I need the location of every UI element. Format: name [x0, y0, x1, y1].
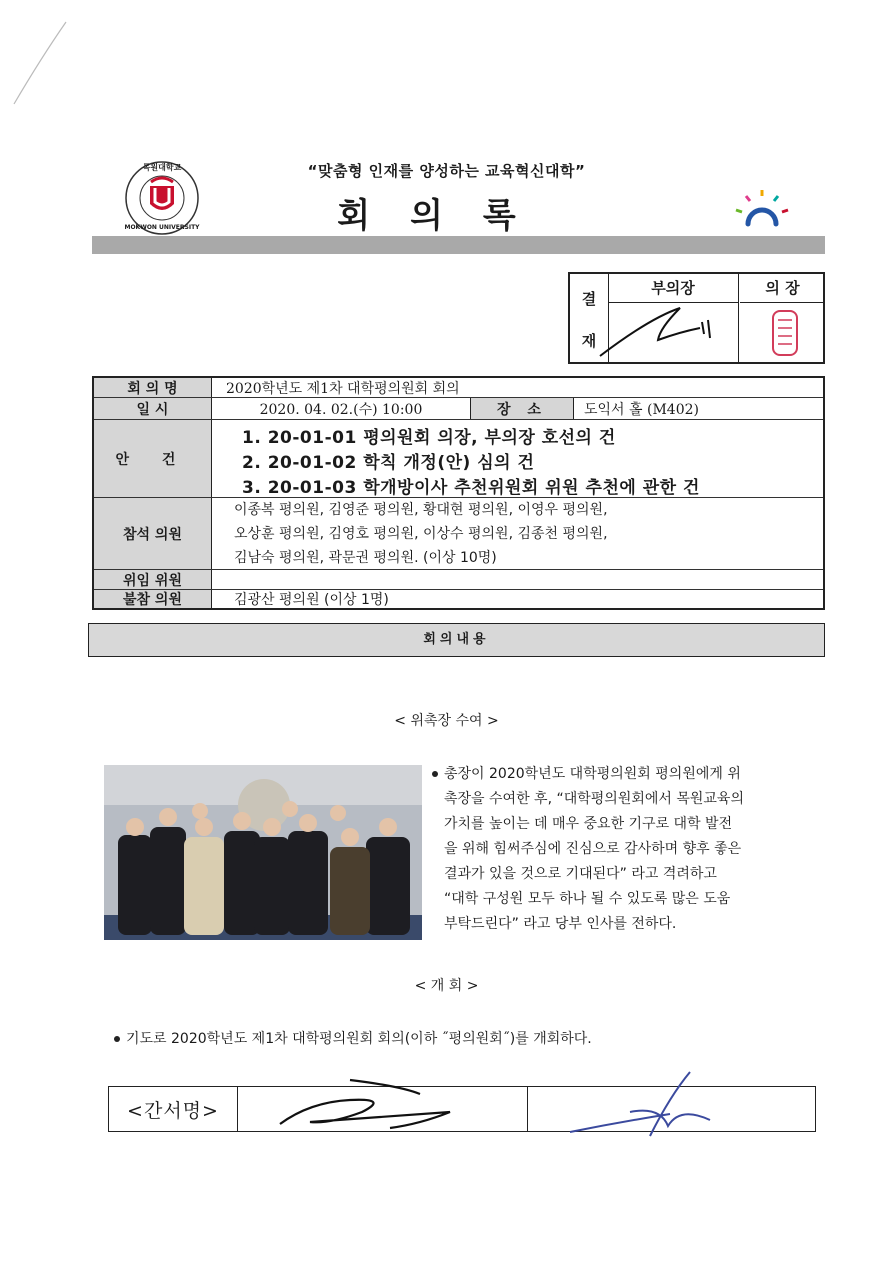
absent-row — [94, 590, 823, 608]
vice-chair-signature — [590, 298, 740, 364]
opening-bullet — [114, 1036, 120, 1042]
meeting-name-row — [94, 378, 823, 398]
attendees-line: 이종복 평의원, 김영준 평의원, 황대현 평의원, 이영우 평의원, — [234, 502, 608, 518]
award-bullet — [432, 771, 438, 777]
place-label: 장 소 — [470, 398, 574, 419]
datetime-row — [94, 398, 823, 420]
logo-text-top: 목원대학교 — [142, 163, 182, 172]
delegated-row — [94, 570, 823, 590]
agenda-item: 2. 20-01-02 학칙 개정(안) 심의 건 — [242, 453, 535, 473]
award-text-line: 촉장을 수여한 후, “대학평의원회에서 목원교육의 — [444, 791, 744, 807]
opening-text: 기도로 2020학년도 제1차 대학평의원회 회의(이하 ˝평의원회˝)를 개회하다. — [126, 1031, 592, 1047]
approval-label-bottom: 재 — [581, 332, 597, 350]
group-photo-illustration — [104, 765, 422, 940]
vice-chair-header: 부의장 — [608, 274, 738, 303]
award-text-line: “대학 구성원 모두 하나 될 수 있도록 많은 도움 — [444, 891, 731, 907]
signature-label: <간서명> — [109, 1087, 238, 1131]
award-text-line: 을 위해 힘써주심에 진심으로 감사하며 향후 좋은 — [444, 841, 742, 857]
award-heading: < 위촉장 수여 > — [394, 713, 499, 729]
chair-seal-stamp — [770, 308, 800, 358]
place-value: 도익서 홀 (M402) — [584, 401, 699, 418]
chair-column — [740, 274, 825, 362]
opening-heading: < 개 회 > — [414, 978, 479, 994]
page-title: 회의록 — [337, 196, 556, 236]
approval-label-top: 결 — [581, 290, 597, 308]
logo-text-bottom: MOKWON UNIVERSITY — [124, 224, 200, 231]
approval-box — [568, 272, 825, 364]
slogan: “맞춤형 인재를 양성하는 교육혁신대학” — [307, 162, 586, 180]
award-text-line: 총장이 2020학년도 대학평의원회 평의원에게 위 — [444, 766, 741, 782]
agenda-row — [94, 420, 823, 498]
agenda-item: 3. 20-01-03 학개방이사 추천위원회 위원 추천에 관한 건 — [242, 478, 700, 498]
header-divider — [92, 236, 825, 254]
award-text-line: 부탁드린다” 라고 당부 인사를 전하다. — [444, 916, 677, 932]
agenda-label: 안 건 — [94, 420, 212, 497]
attendees-row — [94, 498, 823, 570]
award-photo — [104, 765, 422, 940]
secretary-signature-1 — [270, 1072, 470, 1142]
section-title: 회의내용 — [88, 623, 825, 657]
absent-label: 불참 의원 — [94, 590, 212, 608]
attendees-label: 참석 의원 — [94, 498, 212, 569]
secretary-signature-2 — [560, 1066, 730, 1146]
lightbulb-icon — [726, 184, 798, 236]
award-text-line: 결과가 있을 것으로 기대된다” 라고 격려하고 — [444, 866, 717, 882]
award-text-line: 가치를 높이는 데 매우 중요한 기구로 대학 발전 — [444, 816, 733, 832]
meeting-name-label: 회 의 명 — [94, 378, 212, 397]
attendees-line: 김남숙 평의원, 곽문권 평의원. (이상 10명) — [234, 550, 497, 566]
page-scratch-mark — [6, 18, 76, 108]
signature-divider — [527, 1087, 528, 1131]
delegated-label: 위임 위원 — [94, 570, 212, 589]
meeting-name-value: 2020학년도 제1차 대학평의원회 회의 — [226, 380, 460, 397]
datetime-label: 일 시 — [94, 398, 212, 419]
datetime-value: 2020. 04. 02.(수) 10:00 — [259, 401, 423, 418]
attendees-line: 오상훈 평의원, 김영호 평의원, 이상수 평의원, 김종천 평의원, — [234, 526, 608, 542]
agenda-item: 1. 20-01-01 평의원회 의장, 부의장 호선의 건 — [242, 428, 616, 448]
absent-value: 김광산 평의원 (이상 1명) — [234, 592, 389, 608]
meeting-info-table — [92, 376, 825, 610]
chair-header: 의 장 — [740, 274, 825, 303]
